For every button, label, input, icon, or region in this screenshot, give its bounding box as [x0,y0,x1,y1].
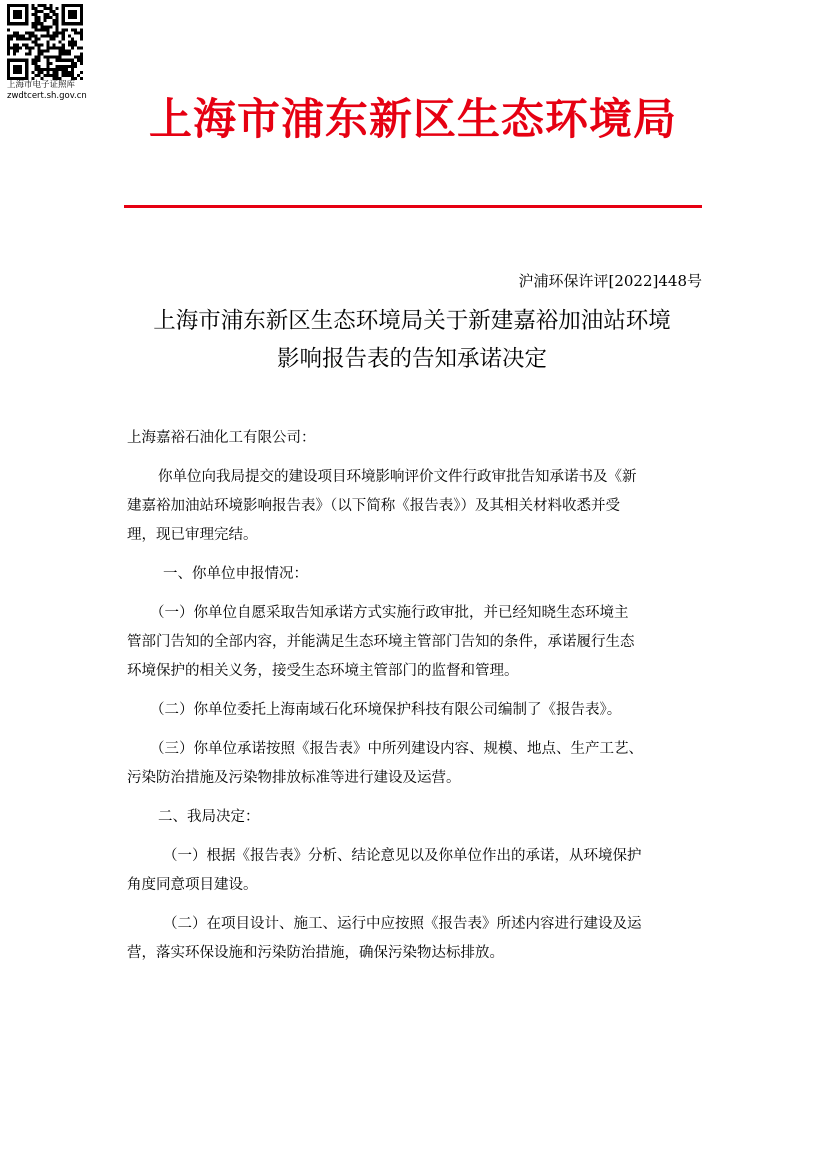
qr-code [7,4,83,80]
paragraph-line: 污染防治措施及污染物排放标准等进行建设及运营。 [127,770,461,786]
document-number: 沪浦环保许评[2022]448号 [518,272,702,290]
section-heading: 二、我局决定： [158,809,260,825]
qr-caption-url: zwdtcert.sh.gov.cn [7,91,87,101]
paragraph-line: 理，现已审理完结。 [127,527,258,543]
letterhead: 上海市浦东新区生态环境局 [149,95,677,145]
section-heading-1 [127,560,717,589]
paragraph-line: （一）你单位自愿采取告知承诺方式实施行政审批，并已经知晓生态环境主 [150,605,629,621]
paragraph-line: 角度同意项目建设。 [127,877,258,893]
title-line-1: 上海市浦东新区生态环境局关于新建嘉裕加油站环境 [153,308,671,334]
paragraph-1-3 [127,735,717,793]
section-heading-2 [127,803,717,832]
paragraph-1-2 [127,696,717,725]
paragraph-line: （一）根据《报告表》分析、结论意见以及你单位作出的承诺，从环境保护 [163,848,642,864]
paragraph-line: （三）你单位承诺按照《报告表》中所列建设内容、规模、地点、生产工艺、 [150,741,643,757]
addressee: 上海嘉裕石油化工有限公司： [127,430,316,446]
paragraph-line: （二）你单位委托上海南域石化环境保护科技有限公司编制了《报告表》。 [150,702,622,718]
paragraph-line: 营，落实环保设施和污染防治措施，确保污染物达标排放。 [127,945,504,961]
paragraph-line: 管部门告知的全部内容，并能满足生态环境主管部门告知的条件，承诺履行生态 [127,634,635,650]
document-body [127,424,717,968]
paragraph-line: （二）在项目设计、施工、运行中应按照《报告表》所述内容进行建设及运 [163,916,642,932]
paragraph-2-1 [127,842,717,900]
letterhead-divider [124,205,702,208]
paragraph-intro [127,463,717,550]
paragraph-line: 你单位向我局提交的建设项目环境影响评价文件行政审批告知承诺书及《新 [158,469,637,485]
paragraph-2-2 [127,910,717,968]
title-line-2: 影响报告表的告知承诺决定 [276,346,547,372]
paragraph-line: 环境保护的相关义务，接受生态环境主管部门的监督和管理。 [127,663,519,679]
paragraph-1-1 [127,599,717,686]
document-title [112,302,712,378]
paragraph-line: 建嘉裕加油站环境影响报告表》（以下简称《报告表》）及其相关材料收悉并受 [127,498,620,514]
qr-caption-name: 上海市电子证照库 [7,80,76,90]
section-heading: 一、你单位申报情况： [163,566,308,582]
qr-code-block [7,4,87,102]
